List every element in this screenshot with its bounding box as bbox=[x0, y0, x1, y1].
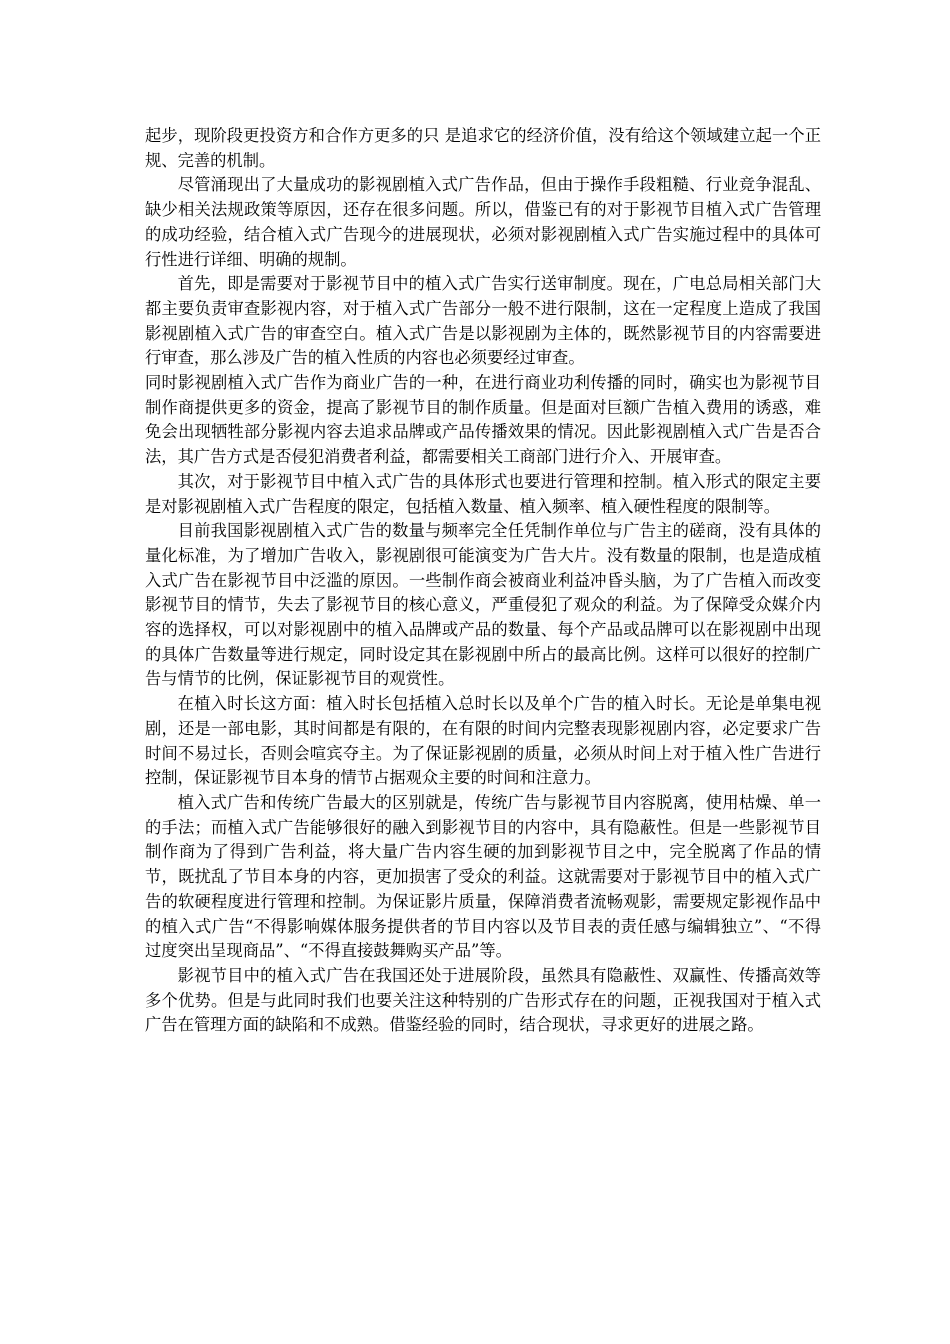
paragraph-6: 目前我国影视剧植入式广告的数量与频率完全任凭制作单位与广告主的磋商，没有具体的量化标准，为了增加广告收入，影视剧很可能演变为广告大片。没有数量的限制，也是造成植入式广告在影视节目中泛滥的原因。一些制作商会被商业利益冲昏头脑，为了广告植入而改变影视节目的情节，失去了影视节目的核心意义，严重侵犯了观众的利益。为了保障受众媒介内容的选择权，可以对影视剧中的植入品牌或产品的数量、每个产品或品牌可以在影视剧中出现的具体广告数量等进行规定，同时设定其在影视剧中所占的最高比例。这样可以很好的控制广告与情节的比例，保证影视节目的观赏性。 bbox=[145, 521, 821, 689]
document-body bbox=[145, 124, 821, 1038]
paragraph-4: 同时影视剧植入式广告作为商业广告的一种，在进行商业功利传播的同时，确实也为影视节目制作商提供更多的资金，提高了影视节目的制作质量。但是面对巨额广告植入费用的诱惑，难免会出现牺牲部分影视内容去追求品牌或产品传播效果的情况。因此影视剧植入式广告是否合法，其广告方式是否侵犯消费者利益，都需要相关工商部门进行介入、开展审查。 bbox=[145, 373, 821, 467]
paragraph-8: 植入式广告和传统广告最大的区别就是，传统广告与影视节目内容脱离，使用枯燥、单一的手法；而植入式广告能够很好的融入到影视节目的内容中，具有隐蔽性。但是一些影视节目制作商为了得到广告利益，将大量广告内容生硬的加到影视节目之中，完全脱离了作品的情节，既扰乱了节目本身的内容，更加损害了受众的利益。这就需要对于影视节目中的植入式广告的软硬程度进行管理和控制。为保证影片质量，保障消费者流畅观影，需要规定影视作品中的植入式广告“不得影响媒体服务提供者的节目内容以及节目表的责任感与编辑独立”、“不得过度突出呈现商品”、“不得直接鼓舞购买产品”等。 bbox=[145, 792, 821, 961]
paragraph-9: 影视节目中的植入式广告在我国还处于进展阶段，虽然具有隐蔽性、双赢性、传播高效等多个优势。但是与此同时我们也要关注这种特别的广告形式存在的问题，正视我国对于植入式广告在管理方面的缺陷和不成熟。借鉴经验的同时，结合现状，寻求更好的进展之路。 bbox=[145, 965, 821, 1035]
paragraph-2: 尽管涌现出了大量成功的影视剧植入式广告作品，但由于操作手段粗糙、行业竞争混乱、缺少相关法规政策等原因，还存在很多问题。所以，借鉴已有的对于影视节目植入式广告管理的成功经验，结合植入式广告现今的进展现状，必须对影视剧植入式广告实施过程中的具体可行性进行详细、明确的规制。 bbox=[145, 175, 821, 269]
paragraph-5: 其次，对于影视节目中植入式广告的具体形式也要进行管理和控制。植入形式的限定主要是对影视剧植入式广告程度的限定，包括植入数量、植入频率、植入硬性程度的限制等。 bbox=[145, 471, 821, 516]
paragraph-1: 起步，现阶段更投资方和合作方更多的只 是追求它的经济价值，没有给这个领域建立起一个正规、完善的机制。 bbox=[145, 126, 821, 170]
paragraph-7: 在植入时长这方面：植入时长包括植入总时长以及单个广告的植入时长。无论是单集电视剧，还是一部电影，其时间都是有限的，在有限的时间内完整表现影视剧内容，必定要求广告时间不易过长，否则会喧宾夺主。为了保证影视剧的质量，必须从时间上对于植入性广告进行控制，保证影视节目本身的情节占据观众主要的时间和注意力。 bbox=[145, 694, 821, 788]
paragraph-3: 首先，即是需要对于影视节目中的植入式广告实行送审制度。现在，广电总局相关部门大都主要负责审查影视内容，对于植入式广告部分一般不进行限制，这在一定程度上造成了我国影视剧植入式广告的审查空白。植入式广告是以影视剧为主体的，既然影视节目的内容需要进行审查，那么涉及广告的植入性质的内容也必须要经过审查。 bbox=[145, 274, 821, 368]
